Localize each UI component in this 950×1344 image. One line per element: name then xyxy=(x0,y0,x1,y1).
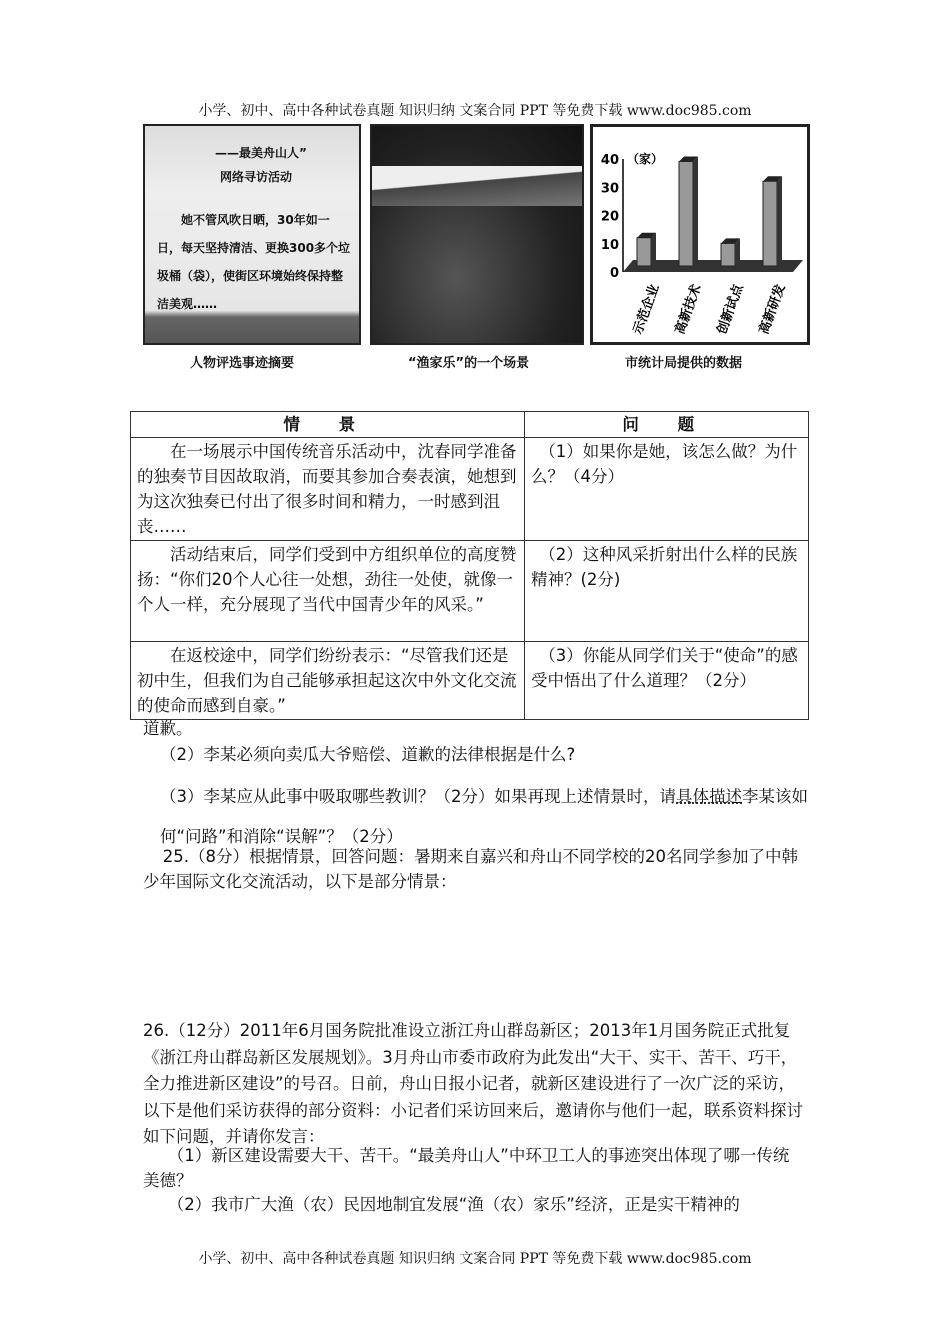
profile-title: ——最美舟山人” xyxy=(215,146,307,160)
page-footer: 小学、初中、高中各种试卷真题 知识归纳 文案合同 PPT 等免费下载 www.doc985.com xyxy=(198,1251,752,1267)
question-cell: （1）如果你是她，该怎么做？为什么？（4分） xyxy=(525,438,809,541)
scenario-table xyxy=(130,411,809,720)
y-tick-label: 30 xyxy=(600,181,619,197)
figure-fishing-family-photo xyxy=(370,124,584,345)
scene-cell: 在一场展示中国传统音乐活动中，沈春同学准备的独奏节目因故取消，而要其参加合奏表演，她想到为这次独奏已付出了很多时间和精力，一时感到沮丧…… xyxy=(131,438,525,541)
bar-side xyxy=(777,176,782,266)
x-tick-label: 示范企业 xyxy=(630,282,663,337)
x-tick-label: 高新技术 xyxy=(672,282,705,337)
header-scene: 情 景 xyxy=(131,412,525,438)
y-tick-label: 20 xyxy=(600,209,619,225)
caption-photo: “渔家乐”的一个场景 xyxy=(408,356,530,371)
q-24-3-part2: 李某该如何“问路”和消除“误解”？（2分） xyxy=(160,787,808,846)
bar-chart xyxy=(593,127,807,342)
bar-side xyxy=(651,233,656,266)
caption-profile: 人物评选事迹摘要 xyxy=(190,356,295,371)
page-header: 小学、初中、高中各种试卷真题 知识归纳 文案合同 PPT 等免费下载 www.doc985.com xyxy=(198,103,752,119)
question-24-2: （2）李某必须向卖瓜大爷赔偿、道歉的法律根据是什么? xyxy=(160,745,576,764)
table-header-row xyxy=(131,412,809,438)
table-row xyxy=(131,541,809,642)
x-tick-label: 高新研发 xyxy=(756,282,789,337)
bar xyxy=(721,243,735,266)
table-row xyxy=(131,642,809,720)
bar xyxy=(763,181,777,266)
profile-body: 她不管风吹日晒，30年如一日，每天坚持清洁、更换300多个垃圾桶（袋），使街区环境始终保持整洁美观…… xyxy=(157,213,351,311)
figure-profile-summary xyxy=(143,124,361,345)
y-axis-label: （家） xyxy=(627,152,664,166)
y-tick-label: 0 xyxy=(609,266,619,281)
question-26: 26.（12分）2011年6月国务院批准设立浙江舟山群岛新区；2013年1月国务院正式批复《浙江舟山群岛新区发展规划》。3月舟山市委市政府为此发出“大干、实干、苦干、巧干，全力推进新区建设”的号召。日前，舟山日报小记者，就新区建设进行了一次广泛的采访，以下是他们采访获得的部分资料：小记者们采访回来后，邀请你与他们一起，联系资料探讨如下问题，并请你发言： xyxy=(143,1021,803,1146)
scene-cell: 在返校途中，同学们纷纷表示：“尽管我们还是初中生，但我们为自己能够承担起这次中外文化交流的使命而感到自豪。” xyxy=(131,642,525,720)
question-26-2: （2）我市广大渔（农）民因地制宜发展“渔（农）家乐”经济，正是实干精神的 xyxy=(167,1195,740,1214)
emphasis-text: 具体描述 xyxy=(676,787,742,806)
y-tick-label: 10 xyxy=(600,237,619,253)
y-tick-label: 40 xyxy=(600,153,619,168)
text-apology: 道歉。 xyxy=(143,719,193,738)
figure-statistics-chart xyxy=(590,124,810,345)
header-question: 问 题 xyxy=(525,412,809,438)
photo-roof xyxy=(372,166,584,206)
bar xyxy=(637,238,651,266)
bar-side xyxy=(693,156,698,266)
bar xyxy=(679,161,693,266)
question-cell: （2）这种风采折射出什么样的民族精神？(2分) xyxy=(525,541,809,642)
q-24-3-part1: （3）李某应从此事中吸取哪些教训？（2分）如果再现上述情景时，请 xyxy=(160,787,676,806)
scene-cell: 活动结束后，同学们受到中方组织单位的高度赞扬：“你们20个人心往一处想，劲往一处使，就像一个人一样，充分展现了当代中国青少年的风采。” xyxy=(131,541,525,642)
caption-chart: 市统计局提供的数据 xyxy=(625,356,743,371)
profile-subtitle: 网络寻访活动 xyxy=(220,170,293,184)
question-25: 25.（8分）根据情景，回答问题：暑期来自嘉兴和舟山不同学校的20名同学参加了中韩少年国际文化交流活动，以下是部分情景： xyxy=(143,847,799,891)
x-tick-label: 创新试点 xyxy=(714,282,747,337)
table-row xyxy=(131,438,809,541)
question-cell: （3）你能从同学们关于“使命”的感受中悟出了什么道理？（2分） xyxy=(525,642,809,720)
question-26-1: （1）新区建设需要大干、苦干。“最美舟山人”中环卫工人的事迹突出体现了哪一传统美德？ xyxy=(143,1146,790,1190)
